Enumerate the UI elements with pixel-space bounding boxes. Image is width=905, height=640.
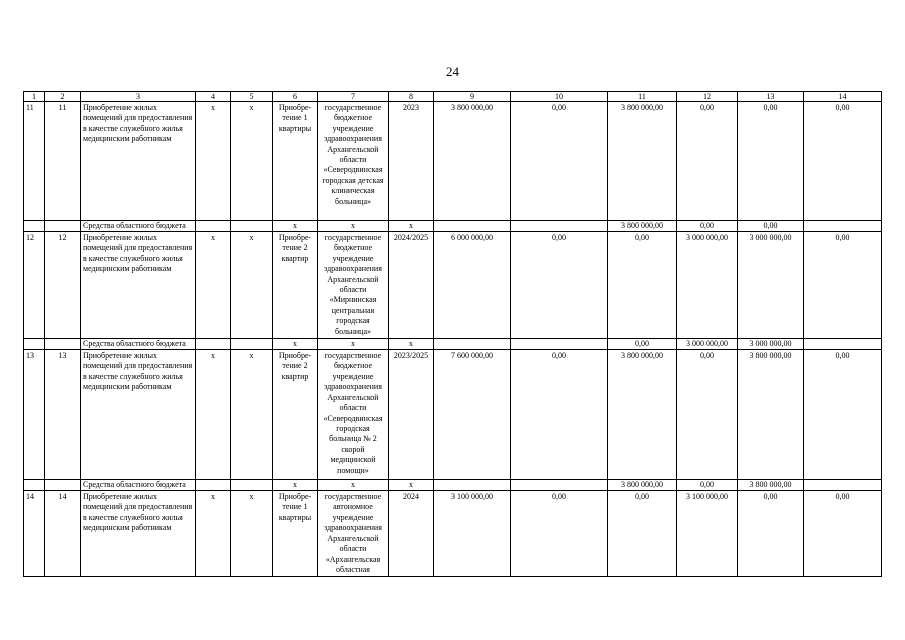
row-number-2: 13 xyxy=(45,350,81,480)
header-cell: 13 xyxy=(738,92,804,102)
cell-c7: х xyxy=(318,480,389,491)
cell-c13: 3 800 000,00 xyxy=(738,480,804,491)
cell-c9 xyxy=(434,339,511,350)
cell-c14 xyxy=(804,221,882,232)
cell-c10 xyxy=(511,221,608,232)
header-cell: 9 xyxy=(434,92,511,102)
year-cell: 2024 xyxy=(389,491,434,577)
measure-name: Приобретение жилых помещений для предоставления в качестве служебного жилья медицинским работникам xyxy=(81,491,196,577)
cell-c14 xyxy=(804,339,882,350)
cell-c7: х xyxy=(318,221,389,232)
cell-c11: 3 800 000,00 xyxy=(608,480,677,491)
cell-c4: х xyxy=(196,491,231,577)
row-number-2: 14 xyxy=(45,491,81,577)
page-number: 24 xyxy=(446,64,459,79)
measure-name: Приобретение жилых помещений для предоставления в качестве служебного жилья медицинским работникам xyxy=(81,350,196,480)
table-row xyxy=(24,232,882,339)
header-cell: 7 xyxy=(318,92,389,102)
amount-c14: 0,00 xyxy=(804,232,882,339)
table-row xyxy=(24,491,882,577)
header-cell: 11 xyxy=(608,92,677,102)
result-cell: Приобре-тение 1 квартиры xyxy=(273,102,318,221)
header-cell: 5 xyxy=(231,92,273,102)
amount-total: 3 800 000,00 xyxy=(434,102,511,221)
cell-c11: 0,00 xyxy=(608,339,677,350)
row-number-2: 11 xyxy=(45,102,81,221)
funding-source-row xyxy=(24,480,882,491)
cell-c4: х xyxy=(196,102,231,221)
row-number: 12 xyxy=(24,232,45,339)
amount-c10: 0,00 xyxy=(511,232,608,339)
table-row xyxy=(24,102,882,221)
header-row xyxy=(24,92,882,102)
cell-c6: х xyxy=(273,480,318,491)
table-row xyxy=(24,350,882,480)
header-cell: 12 xyxy=(677,92,738,102)
amount-c14: 0,00 xyxy=(804,350,882,480)
amount-c13: 0,00 xyxy=(738,491,804,577)
cell-c9 xyxy=(434,480,511,491)
row-number: 14 xyxy=(24,491,45,577)
amount-total: 7 600 000,00 xyxy=(434,350,511,480)
cell-c12: 0,00 xyxy=(677,221,738,232)
institution-cell: государственное бюджетное учреждение здравоохранения Архангельской области «Мирнинская центральная городская больница» xyxy=(318,232,389,339)
header-cell: 6 xyxy=(273,92,318,102)
funding-source-label: Средства областного бюджета xyxy=(81,480,196,491)
cell-c9 xyxy=(434,221,511,232)
row-number-2: 12 xyxy=(45,232,81,339)
cell-c13: 3 000 000,00 xyxy=(738,339,804,350)
cell-c7: х xyxy=(318,339,389,350)
funding-source-row xyxy=(24,339,882,350)
header-cell: 14 xyxy=(804,92,882,102)
cell-c8: х xyxy=(389,221,434,232)
cell-c6: х xyxy=(273,339,318,350)
amount-c10: 0,00 xyxy=(511,102,608,221)
row-number: 11 xyxy=(24,102,45,221)
amount-c12: 0,00 xyxy=(677,350,738,480)
cell-c8: х xyxy=(389,480,434,491)
header-cell: 3 xyxy=(81,92,196,102)
funding-source-row xyxy=(24,221,882,232)
year-cell: 2023 xyxy=(389,102,434,221)
cell-c12: 0,00 xyxy=(677,480,738,491)
amount-total: 6 000 000,00 xyxy=(434,232,511,339)
institution-cell: государственное автономное учреждение здравоохранения Архангельской области «Архангельская областная xyxy=(318,491,389,577)
amount-c10: 0,00 xyxy=(511,350,608,480)
cell-c13: 0,00 xyxy=(738,221,804,232)
cell-c5: х xyxy=(231,232,273,339)
cell-c4: х xyxy=(196,350,231,480)
amount-c13: 3 800 000,00 xyxy=(738,350,804,480)
amount-c11: 3 800 000,00 xyxy=(608,102,677,221)
cell-c11: 3 800 000,00 xyxy=(608,221,677,232)
header-cell: 8 xyxy=(389,92,434,102)
row-number: 13 xyxy=(24,350,45,480)
cell-c5: х xyxy=(231,102,273,221)
funding-source-label: Средства областного бюджета xyxy=(81,221,196,232)
cell-c8: х xyxy=(389,339,434,350)
amount-c12: 0,00 xyxy=(677,102,738,221)
amount-c11: 3 800 000,00 xyxy=(608,350,677,480)
institution-cell: государственное бюджетное учреждение здравоохранения Архангельской области «Северодвинская городская больница № 2 скорой медицинской помощи» xyxy=(318,350,389,480)
cell-c14 xyxy=(804,480,882,491)
amount-c14: 0,00 xyxy=(804,491,882,577)
header-cell: 2 xyxy=(45,92,81,102)
cell-c6: х xyxy=(273,221,318,232)
amount-c10: 0,00 xyxy=(511,491,608,577)
amount-c14: 0,00 xyxy=(804,102,882,221)
cell-c10 xyxy=(511,339,608,350)
cell-c5: х xyxy=(231,350,273,480)
measure-name: Приобретение жилых помещений для предоставления в качестве служебного жилья медицинским работникам xyxy=(81,232,196,339)
budget-table xyxy=(23,91,882,577)
funding-source-label: Средства областного бюджета xyxy=(81,339,196,350)
amount-total: 3 100 000,00 xyxy=(434,491,511,577)
header-cell: 10 xyxy=(511,92,608,102)
year-cell: 2023/2025 xyxy=(389,350,434,480)
result-cell: Приобре-тение 2 квартир xyxy=(273,350,318,480)
amount-c13: 3 000 000,00 xyxy=(738,232,804,339)
cell-c12: 3 000 000,00 xyxy=(677,339,738,350)
cell-c5: х xyxy=(231,491,273,577)
result-cell: Приобре-тение 2 квартир xyxy=(273,232,318,339)
institution-cell: государственное бюджетное учреждение здравоохранения Архангельской области «Северодвинская городская детская клиническая больница» xyxy=(318,102,389,221)
amount-c11: 0,00 xyxy=(608,491,677,577)
result-cell: Приобре-тение 1 квартиры xyxy=(273,491,318,577)
header-cell: 4 xyxy=(196,92,231,102)
year-cell: 2024/2025 xyxy=(389,232,434,339)
cell-c10 xyxy=(511,480,608,491)
cell-c4: х xyxy=(196,232,231,339)
amount-c13: 0,00 xyxy=(738,102,804,221)
amount-c12: 3 000 000,00 xyxy=(677,232,738,339)
header-cell: 1 xyxy=(24,92,45,102)
amount-c11: 0,00 xyxy=(608,232,677,339)
measure-name: Приобретение жилых помещений для предоставления в качестве служебного жилья медицинским работникам xyxy=(81,102,196,221)
amount-c12: 3 100 000,00 xyxy=(677,491,738,577)
